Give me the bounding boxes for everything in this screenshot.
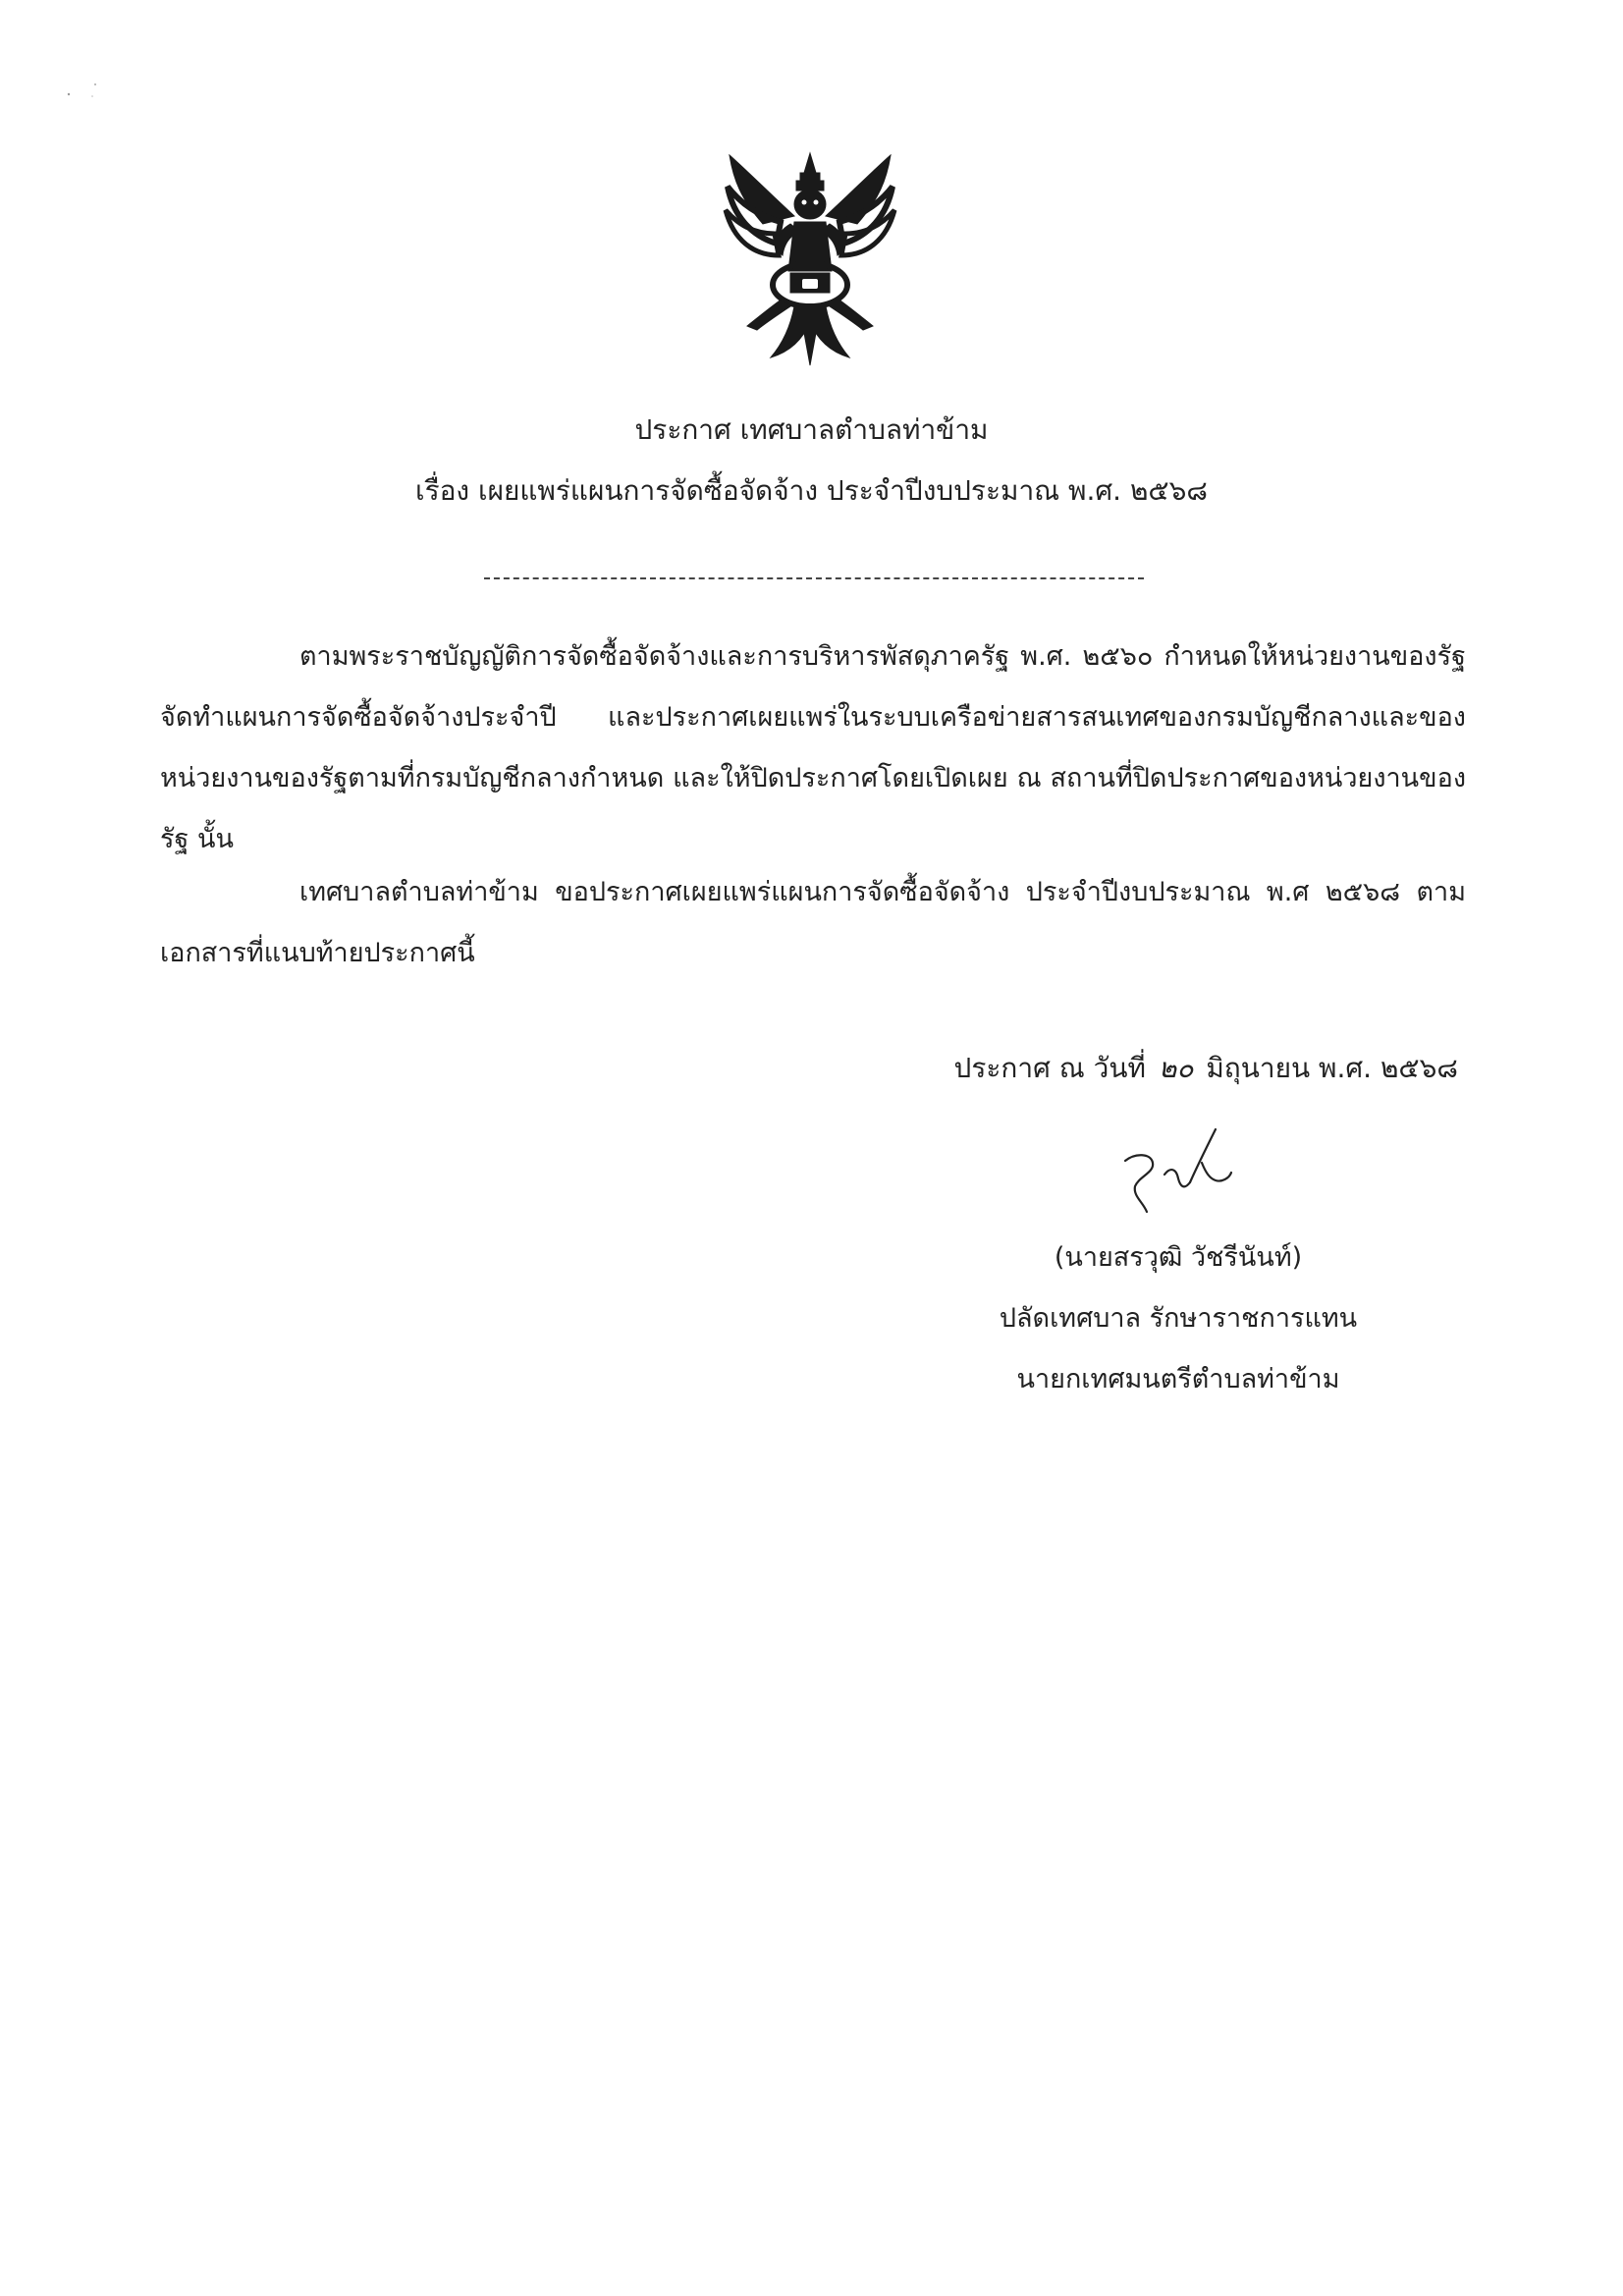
subject-line: เรื่อง เผยแพร่แผนการจัดซื้อจัดจ้าง ประจำปีงบประมาณ พ.ศ. ๒๕๖๘	[415, 474, 1208, 507]
dashed-divider	[484, 577, 1144, 579]
page-title: ประกาศ เทศบาลตำบลท่าข้าม	[634, 413, 989, 446]
handwritten-signature	[1108, 1118, 1255, 1235]
signatory-name: (นายสรวุฒิ วัชรีนันท์)	[1054, 1242, 1303, 1273]
announcement-date	[954, 1049, 1458, 1088]
signature-block	[943, 1228, 1414, 1410]
body-paragraph-1: ตามพระราชบัญญัติการจัดซื้อจัดจ้างและการบริหารพัสดุภาครัฐ พ.ศ. ๒๕๖๐ กำหนดให้หน่วยงานของรัฐจัดทำแผนการจัดซื้อจัดจ้างประจำปี และประกาศเผยแพร่ในระบบเครือข่ายสารสนเทศของกรมบัญชีกลางและของหน่วยงานของรัฐตามที่กรมบัญชีกลางกำหนด และให้ปิดประกาศโดยเปิดเผย ณ สถานที่ปิดประกาศของหน่วยงานของรัฐ นั้น	[160, 641, 1466, 854]
signatory-position-2: นายกเทศมนตรีตำบลท่าข้าม	[1016, 1364, 1340, 1394]
scan-speck	[65, 81, 102, 100]
date-day: ๒๐	[1158, 1052, 1194, 1084]
signatory-position-1: ปลัดเทศบาล รักษาราชการแทน	[999, 1303, 1358, 1334]
garuda-emblem-icon	[712, 126, 908, 371]
date-prefix: ประกาศ ณ วันที่	[953, 1052, 1146, 1084]
body-paragraph-2: เทศบาลตำบลท่าข้าม ขอประกาศเผยแพร่แผนการจัดซื้อจัดจ้าง ประจำปีงบประมาณ พ.ศ ๒๕๖๘ ตามเอกสารที่แนบท้ายประกาศนี้	[160, 877, 1466, 968]
date-suffix: มิถุนายน พ.ศ. ๒๕๖๘	[1206, 1052, 1458, 1084]
